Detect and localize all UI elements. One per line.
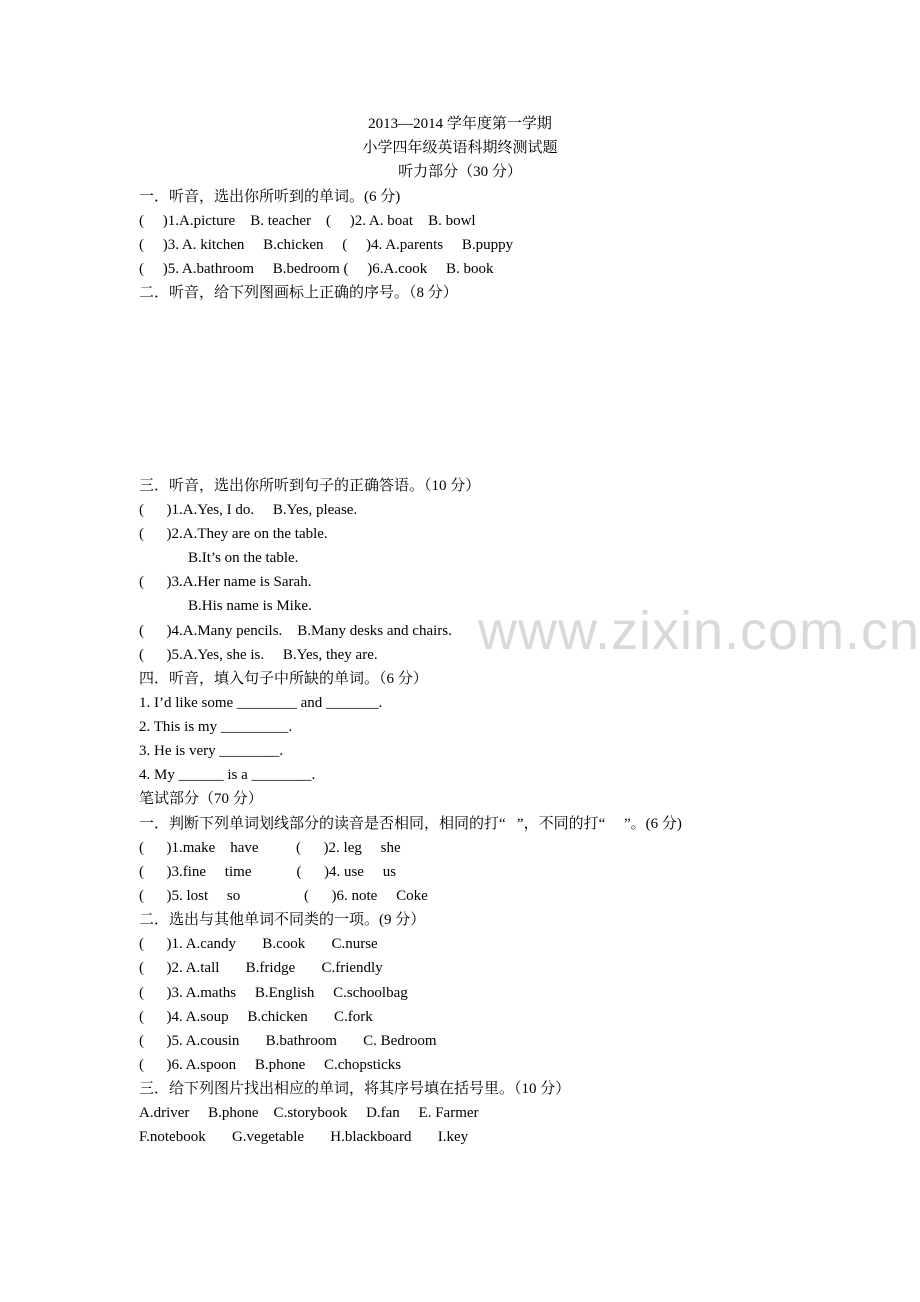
listening-section-4-row: 3. He is very ________. xyxy=(139,743,284,759)
written-part-title: 笔试部分（70 分） xyxy=(139,791,263,807)
written-section-2-row: ( )4. A.soup B.chicken C.fork xyxy=(139,1009,373,1025)
written-section-2-row: ( )2. A.tall B.fridge C.friendly xyxy=(139,960,383,976)
listening-section-1-row: ( )3. A. kitchen B.chicken ( )4. A.parents B.puppy xyxy=(139,237,514,253)
written-section-1-title: 一．判断下列单词划线部分的读音是否相同，相同的打“ ”，不同的打“ ”。(6 分) xyxy=(139,816,682,832)
listening-section-3-row: ( )5.A.Yes, she is. B.Yes, they are. xyxy=(139,647,378,663)
listening-section-2-title: 二．听音，给下列图画标上正确的序号。（8 分） xyxy=(139,285,458,301)
written-section-3-title: 三．给下列图片找出相应的单词，将其序号填在括号里。（10 分） xyxy=(139,1081,571,1097)
listening-section-3-row: ( )4.A.Many pencils. B.Many desks and chairs. xyxy=(139,623,452,639)
written-section-2-row: ( )3. A.maths B.English C.schoolbag xyxy=(139,985,408,1001)
written-section-3-word-bank: F.notebook G.vegetable H.blackboard I.key xyxy=(139,1129,469,1145)
listening-section-3-row: B.His name is Mike. xyxy=(188,598,312,614)
written-section-3-word-bank: A.driver B.phone C.storybook D.fan E. Farmer xyxy=(139,1105,479,1121)
listening-section-4-row: 4. My ______ is a ________. xyxy=(139,767,316,783)
listening-section-4-row: 2. This is my _________. xyxy=(139,719,293,735)
listening-section-4-title: 四．听音，填入句子中所缺的单词。（6 分） xyxy=(139,671,428,687)
listening-section-1-row: ( )5. A.bathroom B.bedroom ( )6.A.cook B. book xyxy=(139,261,494,277)
written-section-2-title: 二．选出与其他单词不同类的一项。(9 分） xyxy=(139,912,426,928)
listening-section-3-title: 三．听音，选出你所听到句子的正确答语。（10 分） xyxy=(139,478,481,494)
exam-term-title: 2013—2014 学年度第一学期 xyxy=(368,116,552,132)
listening-section-3-row: ( )1.A.Yes, I do. B.Yes, please. xyxy=(139,502,358,518)
exam-subject-title: 小学四年级英语科期终测试题 xyxy=(362,140,558,156)
listening-section-3-row: ( )2.A.They are on the table. xyxy=(139,526,328,542)
listening-section-4-row: 1. I’d like some ________ and _______. xyxy=(139,695,383,711)
written-section-1-row: ( )5. lost so ( )6. note Coke xyxy=(139,888,428,904)
listening-section-1-row: ( )1.A.picture B. teacher ( )2. A. boat B. bowl xyxy=(139,213,476,229)
written-section-2-row: ( )6. A.spoon B.phone C.chopsticks xyxy=(139,1057,402,1073)
written-section-2-row: ( )1. A.candy B.cook C.nurse xyxy=(139,936,378,952)
listening-section-3-row: B.It’s on the table. xyxy=(188,550,299,566)
listening-section-1-title: 一．听音，选出你所听到的单词。(6 分) xyxy=(139,189,401,205)
watermark: www.zixin.com.cn xyxy=(478,601,920,661)
listening-section-3-row: ( )3.A.Her name is Sarah. xyxy=(139,574,312,590)
written-section-2-row: ( )5. A.cousin B.bathroom C. Bedroom xyxy=(139,1033,437,1049)
listening-part-title: 听力部分（30 分） xyxy=(398,164,522,180)
written-section-1-row: ( )3.fine time ( )4. use us xyxy=(139,864,397,880)
written-section-1-row: ( )1.make have ( )2. leg she xyxy=(139,840,401,856)
